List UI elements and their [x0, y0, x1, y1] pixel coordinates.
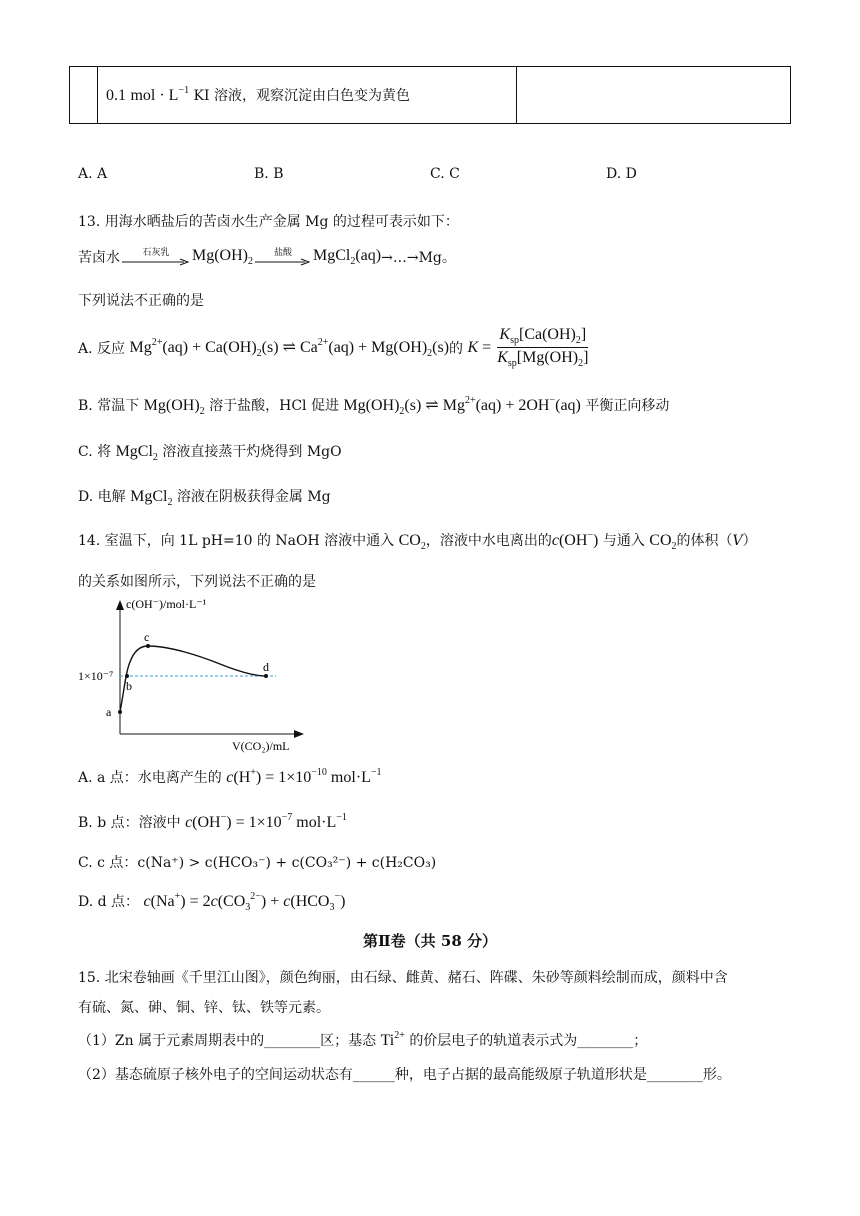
x-axis-label: V(CO₂)/mL — [232, 739, 290, 753]
table-cell-empty-right — [517, 67, 791, 124]
curve — [120, 646, 266, 712]
x-axis-arrow-icon — [294, 730, 304, 738]
label-d: d — [263, 660, 269, 674]
table-row — [70, 67, 791, 124]
q15-line1: 15. 北宋卷轴画《千里江山图》，颜色绚丽，由石绿、雌黄、赭石、阵碟、朱砂等颜料绘制而成，颜料中含 — [78, 970, 728, 986]
label-b: b — [126, 679, 132, 693]
oh-concentration-graph — [70, 596, 310, 756]
q12-option-b: B. B — [254, 166, 284, 182]
q13-option-d: D. 电解 MgCl$_2$ 溶液在阴极获得金属 Mg — [78, 488, 331, 508]
q12-option-c: C. C — [430, 166, 460, 182]
q14-option-d: D. d 点： $c(Na^+) = 2c(CO_3^{2-}) + c(HCO_3^-)$ — [78, 891, 346, 913]
y-axis-label: c(OH⁻)/mol·L⁻¹ — [126, 597, 207, 611]
q12-option-d: D. D — [606, 166, 637, 182]
right-arrow-icon — [122, 258, 190, 266]
reagent-table — [69, 66, 791, 124]
right-arrow-icon — [255, 258, 311, 266]
mgcl2-formula: MgCl$_2$(aq) — [313, 247, 382, 267]
q14-option-a: A. a 点：水电离产生的 $c(H^+) = 1\times 10^{-10}$ $mol\cdot L^{-1}$ — [78, 767, 382, 786]
arrow-with-label: 盐酸 — [255, 249, 311, 266]
point-b — [125, 674, 129, 678]
q13-question: 下列说法不正确的是 — [78, 293, 204, 309]
q15-sub2: （2）基态硫原子核外电子的空间运动状态有______种，电子占据的最高能级原子轨道形状是________形。 — [78, 1067, 731, 1083]
table-cell-empty — [70, 67, 98, 124]
q14-option-c: C. c 点：c(Na⁺) > c(HCO₃⁻) + c(CO₃²⁻) + c(H₂CO₃) — [78, 855, 437, 871]
equilibrium-equation: $Mg^{2+}(aq) + Ca(OH)_2(s)$ ⇌ $Ca^{2+}(aq) + Mg(OH)_2(s)$ — [129, 336, 450, 359]
point-d — [264, 674, 268, 678]
mgoh2-formula: $Mg(OH)_2$ — [192, 247, 253, 267]
point-a — [118, 710, 122, 714]
q13-flow: 苦卤水 石灰乳 $Mg(OH)_2$ 盐酸 MgCl$_2$(aq) →…→Mg。 — [78, 247, 456, 267]
q13-option-a: A. 反应 $Mg^{2+}(aq) + Ca(OH)_2(s)$ ⇌ $Ca^{2+}(aq) + Mg(OH)_2(s)$ 的 K = $\frac{K_{sp}[Ca(OH)_2]}{K_{sp}[Mg(OH)_2]}$ — [78, 326, 589, 369]
q13-stem: 13. 用海水晒盐后的苦卤水生产金属 Mg 的过程可表示如下： — [78, 214, 459, 230]
k-expression: K = — [467, 338, 496, 356]
label-a: a — [106, 705, 112, 719]
point-c — [146, 644, 150, 648]
label-c: c — [144, 630, 150, 644]
q14-stem-line2: 的关系如图所示，下列说法不正确的是 — [78, 574, 316, 590]
table-cell-text: 0.1 mol · $L^{-1}$ KI 溶液，观察沉淀由白色变为黄色 — [106, 85, 410, 104]
arrow-with-label: 石灰乳 — [122, 249, 190, 266]
q12-option-a: A. A — [78, 166, 108, 182]
q14-option-b: B. b 点：溶液中 $c(OH^-) = 1\times 10^{-7}$ $mol\cdot L^{-1}$ — [78, 812, 347, 831]
table-cell-procedure — [98, 67, 517, 124]
q14-stem: 14. 室温下，向 1L pH=10 的 NaOH 溶液中通入 $CO_2$，溶液中水电离出的c(OH−) 与通入 $CO_2$的体积（V） — [78, 530, 757, 552]
section-title: 第Ⅱ卷（共 58 分） — [363, 932, 497, 950]
y-tick-label: 1×10⁻⁷ — [78, 669, 114, 683]
q13-option-b: B. 常温下 $Mg(OH)_2$ 溶于盐酸，HCl 促进 $Mg(OH)_2(s)$ ⇌ $Mg^{2+}(aq) + 2OH^-(aq)$ 平衡正向移动 — [78, 395, 670, 417]
y-axis-arrow-icon — [116, 600, 124, 610]
q15-sub1: （1）Zn 属于元素周期表中的________区；基态 $Ti^{2+}$ 的价层电子的轨道表示式为________； — [78, 1030, 648, 1049]
q13-option-c: C. 将 MgCl$_2$ 溶液直接蒸干灼烧得到 MgO — [78, 443, 342, 463]
ksp-fraction: $\frac{K_{sp}[Ca(OH)_2]}{K_{sp}[Mg(OH)_2]}$ — [497, 326, 589, 369]
q15-line2: 有硫、氮、砷、铜、锌、钛、铁等元素。 — [78, 1000, 330, 1016]
